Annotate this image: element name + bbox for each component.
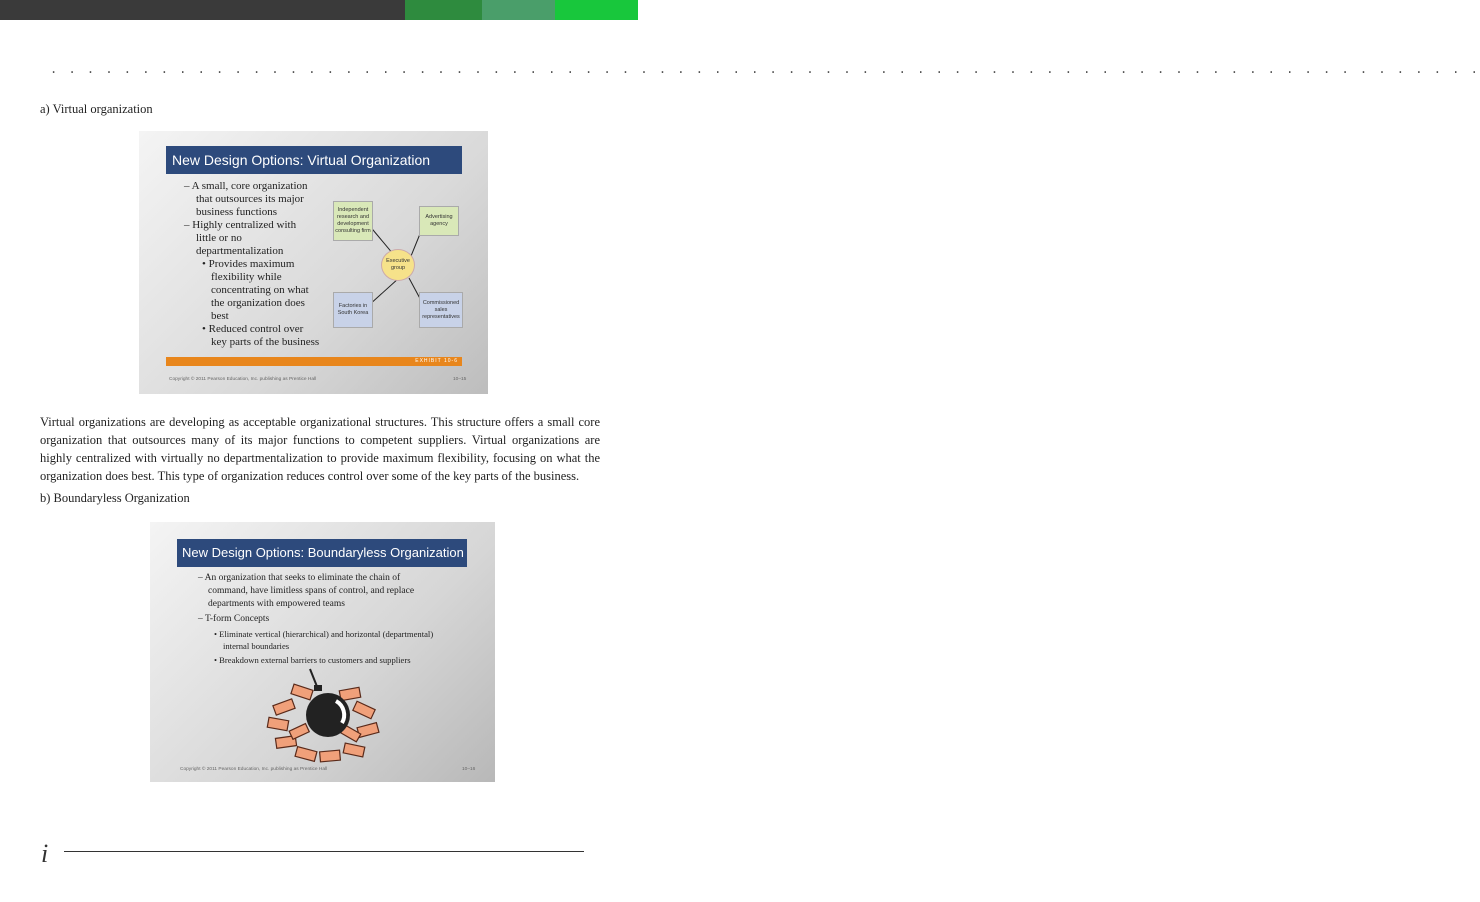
- section-heading-boundaryless: b) Boundaryless Organization: [40, 491, 190, 505]
- diagram-box-factories: Factories in South Korea: [333, 292, 373, 328]
- slide-sub-bullet: the organization does: [211, 297, 305, 309]
- boundaryless-organization-slide: [150, 522, 495, 782]
- slide-sub-bullet: • Reduced control over: [202, 323, 304, 335]
- slide-bullet: business functions: [196, 206, 277, 218]
- slide-number: 10–16: [462, 767, 476, 772]
- slide-sub-bullet: • Provides maximum: [202, 258, 295, 270]
- section-heading-virtual: a) Virtual organization: [40, 102, 153, 116]
- slide-bullet: little or no: [196, 232, 242, 244]
- footer-rule: [64, 851, 584, 852]
- top-banner: [0, 0, 638, 20]
- slide-bullet: – Highly centralized with: [184, 219, 297, 231]
- slide-title: New Design Options: Virtual Organization: [166, 146, 462, 174]
- slide-number: 10–15: [453, 377, 467, 382]
- slide-bullet: that outsources its major: [196, 193, 304, 205]
- slide-bullet: – A small, core organization: [184, 180, 308, 192]
- slide-sub-bullet: concentrating on what: [211, 284, 309, 296]
- body-paragraph: Virtual organizations are developing as acceptable organizational structures. This structure offers a small core organization that outsources many of its major functions to competent suppliers. Virtual organizations are highly centralized with virtually no departmentalization to provide maximum flexibility, focusing on what the organization does best. This type of organization reduces control over some of the key parts of the business.: [40, 415, 600, 483]
- diagram-box-advertising: Advertising agency: [419, 206, 459, 236]
- slide-copyright: Copyright © 2011 Pearson Education, Inc. publishing as Prentice Hall: [169, 377, 317, 382]
- slide-sub-bullet: best: [211, 310, 229, 322]
- slide-copyright: Copyright © 2011 Pearson Education, Inc. publishing as Prentice Hall: [180, 767, 328, 772]
- dotted-separator: . . . . . . . . . . . . . . . . . . . . . . . . . . . . . . . . . . . . . . . . . . . . . . . . . . . . . . . . . . . . . . . . . . . . . . . . . . . . . .: [50, 62, 1480, 76]
- banner-segment-bright-green: [555, 0, 638, 20]
- page-number: i: [41, 839, 49, 868]
- slide-sub-bullet: • Eliminate vertical (hierarchical) and horizontal (departmental): [214, 629, 434, 639]
- banner-segment-dark-green: [405, 0, 482, 20]
- slide-bullet: departments with empowered teams: [208, 599, 345, 609]
- slide-title: New Design Options: Boundaryless Organization: [177, 539, 467, 567]
- wrecking-ball-icon: [262, 667, 387, 767]
- slide-bullet: command, have limitless spans of control, and replace: [208, 586, 415, 596]
- banner-segment-mid-green: [482, 0, 555, 20]
- slide-bullet: – An organization that seeks to eliminate the chain of: [198, 573, 401, 583]
- slide-sub-bullet: • Breakdown external barriers to customers and suppliers: [214, 655, 411, 665]
- slide-bullet: departmentalization: [196, 245, 284, 257]
- exhibit-label: EXHIBIT 10-6: [415, 358, 458, 364]
- slide-sub-bullet: internal boundaries: [223, 641, 290, 651]
- diagram-executive-group: Executive group: [381, 249, 415, 281]
- diagram-box-rnd-firm: Independent research and development consulting firm: [333, 201, 373, 241]
- diagram-box-sales-reps: Commissioned sales representatives: [419, 292, 463, 328]
- virtual-organization-slide: [139, 131, 488, 394]
- slide-sub-bullet: flexibility while: [211, 271, 282, 283]
- slide-bullet: – T-form Concepts: [198, 614, 270, 624]
- slide-sub-bullet: key parts of the business: [211, 336, 320, 348]
